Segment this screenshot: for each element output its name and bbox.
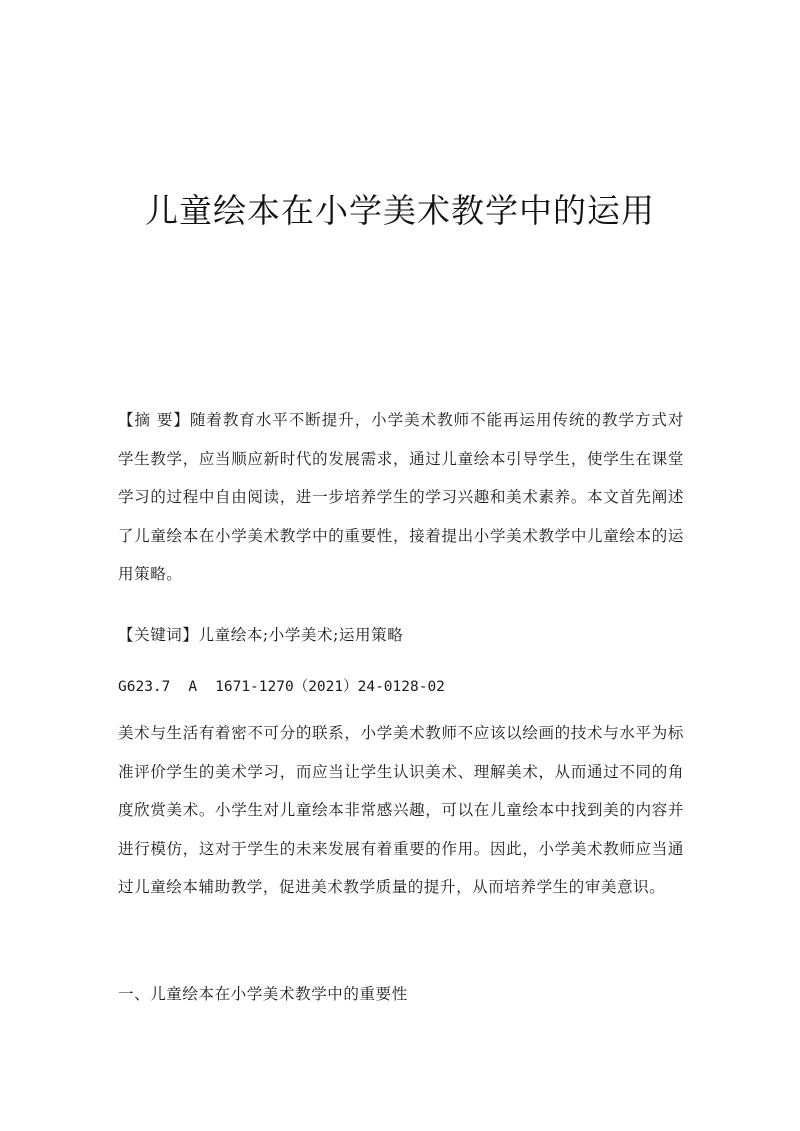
article-id: 1671-1270（2021）24-0128-02	[215, 679, 445, 695]
classification-line	[118, 668, 684, 707]
section-heading: 一、儿童绘本在小学美术教学中的重要性	[118, 985, 408, 1003]
paper-title: 儿童绘本在小学美术教学中的运用	[145, 191, 655, 230]
keywords-label: 【关键词】	[118, 626, 199, 644]
document-code: A	[188, 679, 198, 695]
abstract-label: 【摘 要】	[118, 411, 190, 429]
abstract-paragraph	[118, 401, 684, 594]
abstract-text: 随着教育水平不断提升，小学美术教师不能再运用传统的教学方式对学生教学，应当顺应新时代的发展需求，通过儿童绘本引导学生，使学生在课堂学习的过程中自由阅读，进一步培养学生的学习兴趣和美术素养。本文首先阐述了儿童绘本在小学美术教学中的重要性，接着提出小学美术教学中儿童绘本的运用策略。	[118, 411, 684, 583]
clc-number: G623.7	[118, 679, 171, 695]
intro-paragraph: 美术与生活有着密不可分的联系，小学美术教师不应该以绘画的技术与水平为标准评价学生的美术学习，而应当让学生认识美术、理解美术，从而通过不同的角度欣赏美术。小学生对儿童绘本非常感兴趣，可以在儿童绘本中找到美的内容并进行模仿，这对于学生的未来发展有着重要的作用。因此，小学美术教师应当通过儿童绘本辅助教学，促进美术教学质量的提升，从而培养学生的审美意识。	[118, 724, 684, 896]
keywords-line	[118, 616, 684, 655]
keywords-text: 儿童绘本;小学美术;运用策略	[198, 626, 404, 644]
